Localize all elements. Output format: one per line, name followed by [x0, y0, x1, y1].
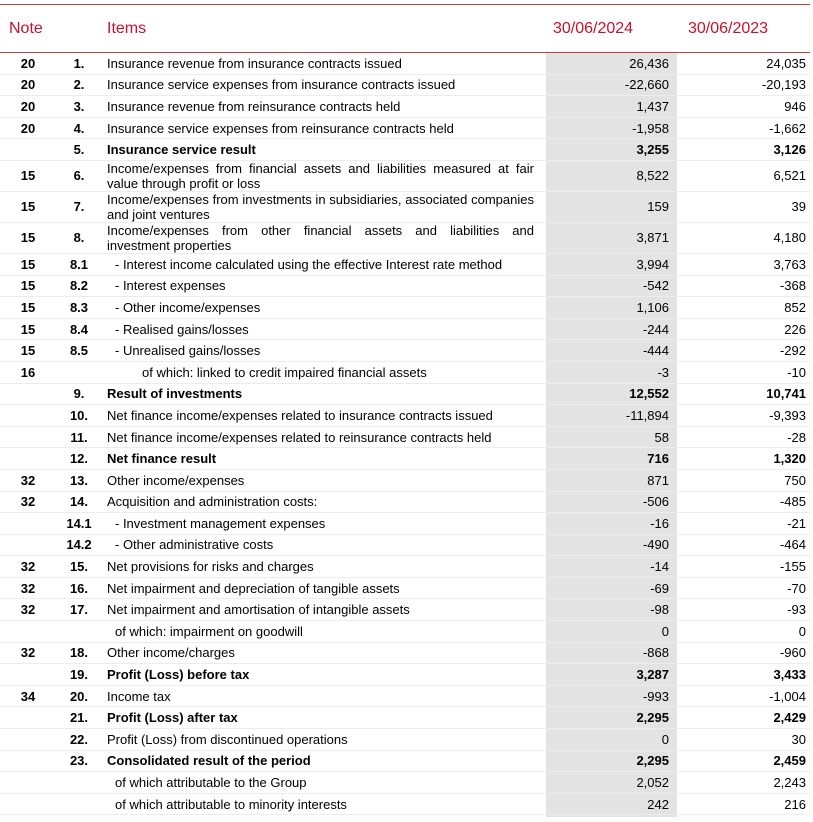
table-row: [0, 191, 810, 222]
table-row: [0, 750, 810, 772]
row-number: 18.: [56, 642, 102, 664]
row-item: Income/expenses from investments in subsidiaries, associated companies and joint ventures: [102, 191, 544, 222]
row-item: of which attributable to the Group: [102, 772, 544, 794]
row-item: Other income/charges: [102, 642, 544, 664]
row-value-2023: -28: [677, 426, 810, 448]
row-note: [0, 707, 56, 729]
row-value-2024: -506: [544, 491, 677, 513]
row-value-2023: 24,035: [677, 53, 810, 75]
table-row: [0, 534, 810, 556]
row-value-2023: -1,004: [677, 685, 810, 707]
row-value-2023: -70: [677, 577, 810, 599]
table-row: [0, 556, 810, 578]
table-row: [0, 297, 810, 319]
row-note: [0, 750, 56, 772]
table-row: [0, 772, 810, 794]
row-item: Income/expenses from financial assets and liabilities measured at fair value through profit or loss: [102, 160, 544, 191]
row-value-2023: -155: [677, 556, 810, 578]
row-item: of which: impairment on goodwill: [102, 621, 544, 643]
row-value-2023: -485: [677, 491, 810, 513]
row-number: 17.: [56, 599, 102, 621]
row-note: [0, 405, 56, 427]
row-value-2024: 0: [544, 621, 677, 643]
row-note: 15: [0, 340, 56, 362]
row-value-2024: -490: [544, 534, 677, 556]
row-note: 15: [0, 160, 56, 191]
row-item: Net finance income/expenses related to insurance contracts issued: [102, 405, 544, 427]
row-item: - Interest income calculated using the effective Interest rate method: [102, 253, 544, 275]
row-value-2023: -10: [677, 361, 810, 383]
table-row: [0, 340, 810, 362]
row-value-2023: 2,459: [677, 750, 810, 772]
row-value-2024: 8,522: [544, 160, 677, 191]
row-number: 12.: [56, 448, 102, 470]
header-note: Note: [9, 19, 43, 37]
table-row: [0, 793, 810, 815]
row-value-2024: 12,552: [544, 383, 677, 405]
table-row: [0, 685, 810, 707]
row-item: Net finance result: [102, 448, 544, 470]
row-value-2024: -244: [544, 318, 677, 340]
table-row: [0, 642, 810, 664]
row-number: [56, 772, 102, 794]
row-note: [0, 664, 56, 686]
header-period-2023: 30/06/2023: [688, 19, 769, 37]
table-row: [0, 405, 810, 427]
row-note: [0, 139, 56, 161]
table-row: [0, 139, 810, 161]
row-number: 8.4: [56, 318, 102, 340]
row-item: Result of investments: [102, 383, 544, 405]
row-number: 11.: [56, 426, 102, 448]
row-item: Insurance revenue from insurance contracts issued: [102, 53, 544, 75]
row-item: - Interest expenses: [102, 275, 544, 297]
row-value-2023: -368: [677, 275, 810, 297]
table-row: [0, 361, 810, 383]
row-note: [0, 621, 56, 643]
row-item: Acquisition and administration costs:: [102, 491, 544, 513]
row-value-2024: -69: [544, 577, 677, 599]
table-row: [0, 491, 810, 513]
row-value-2023: 39: [677, 191, 810, 222]
header-period-2024: 30/06/2024: [553, 19, 634, 37]
row-value-2024: 716: [544, 448, 677, 470]
row-note: 15: [0, 191, 56, 222]
row-number: [56, 361, 102, 383]
row-note: 32: [0, 642, 56, 664]
row-number: 5.: [56, 139, 102, 161]
row-value-2024: 2,295: [544, 707, 677, 729]
row-number: 6.: [56, 160, 102, 191]
row-value-2024: 3,255: [544, 139, 677, 161]
row-value-2023: 2,429: [677, 707, 810, 729]
row-value-2023: 946: [677, 96, 810, 118]
row-item: Insurance revenue from reinsurance contracts held: [102, 96, 544, 118]
row-value-2023: 3,763: [677, 253, 810, 275]
row-item: - Investment management expenses: [102, 513, 544, 535]
row-item: - Other income/expenses: [102, 297, 544, 319]
row-value-2024: 26,436: [544, 53, 677, 75]
table-row: [0, 448, 810, 470]
row-note: 32: [0, 577, 56, 599]
row-value-2023: 226: [677, 318, 810, 340]
row-note: 20: [0, 53, 56, 75]
row-number: 3.: [56, 96, 102, 118]
row-number: 4.: [56, 117, 102, 139]
row-number: 13.: [56, 469, 102, 491]
header-items: Items: [107, 19, 147, 37]
row-value-2023: 3,433: [677, 664, 810, 686]
row-number: 20.: [56, 685, 102, 707]
row-note: [0, 513, 56, 535]
table-row: [0, 222, 810, 253]
row-value-2024: -98: [544, 599, 677, 621]
row-note: [0, 534, 56, 556]
row-value-2023: 4,180: [677, 222, 810, 253]
row-note: 32: [0, 469, 56, 491]
table-header-row: [0, 5, 810, 53]
row-number: 8.: [56, 222, 102, 253]
row-note: [0, 383, 56, 405]
table-row: [0, 707, 810, 729]
row-note: 15: [0, 222, 56, 253]
row-item: of which: linked to credit impaired financial assets: [102, 361, 544, 383]
row-number: 14.1: [56, 513, 102, 535]
row-value-2024: -444: [544, 340, 677, 362]
table-row: [0, 253, 810, 275]
header-number: [56, 5, 102, 53]
table-row: [0, 160, 810, 191]
row-item: Net impairment and depreciation of tangible assets: [102, 577, 544, 599]
row-item: Other income/expenses: [102, 469, 544, 491]
row-number: [56, 793, 102, 815]
row-value-2023: -21: [677, 513, 810, 535]
row-note: 15: [0, 297, 56, 319]
row-value-2023: -960: [677, 642, 810, 664]
row-value-2024: 58: [544, 426, 677, 448]
row-item: - Unrealised gains/losses: [102, 340, 544, 362]
table-row: [0, 117, 810, 139]
row-note: 20: [0, 96, 56, 118]
row-note: [0, 448, 56, 470]
row-note: [0, 793, 56, 815]
row-value-2023: 1,320: [677, 448, 810, 470]
row-value-2023: -20,193: [677, 74, 810, 96]
row-number: 7.: [56, 191, 102, 222]
row-value-2023: 852: [677, 297, 810, 319]
row-item: Net finance income/expenses related to reinsurance contracts held: [102, 426, 544, 448]
row-item: Insurance service expenses from reinsurance contracts held: [102, 117, 544, 139]
row-value-2024: -11,894: [544, 405, 677, 427]
table-row: [0, 621, 810, 643]
table-row: [0, 74, 810, 96]
table-row: [0, 96, 810, 118]
row-value-2023: 2,243: [677, 772, 810, 794]
row-item: of which attributable to minority interests: [102, 793, 544, 815]
table-row: [0, 729, 810, 751]
row-value-2023: -1,662: [677, 117, 810, 139]
row-value-2024: -1,958: [544, 117, 677, 139]
row-number: 8.1: [56, 253, 102, 275]
row-value-2023: 30: [677, 729, 810, 751]
row-value-2024: -22,660: [544, 74, 677, 96]
row-value-2024: 3,871: [544, 222, 677, 253]
row-number: 9.: [56, 383, 102, 405]
row-number: 10.: [56, 405, 102, 427]
table-row: [0, 599, 810, 621]
row-note: 15: [0, 318, 56, 340]
row-value-2024: 2,052: [544, 772, 677, 794]
row-value-2023: -9,393: [677, 405, 810, 427]
row-value-2023: -93: [677, 599, 810, 621]
table-row: [0, 664, 810, 686]
row-note: 32: [0, 556, 56, 578]
row-value-2024: 0: [544, 729, 677, 751]
row-item: - Realised gains/losses: [102, 318, 544, 340]
row-number: [56, 621, 102, 643]
row-note: 15: [0, 253, 56, 275]
row-value-2024: 3,287: [544, 664, 677, 686]
row-value-2023: 10,741: [677, 383, 810, 405]
row-number: 15.: [56, 556, 102, 578]
row-value-2024: -16: [544, 513, 677, 535]
income-statement-table: [0, 4, 810, 815]
row-item: Profit (Loss) after tax: [102, 707, 544, 729]
row-item: Income/expenses from other financial assets and liabilities and investment properties: [102, 222, 544, 253]
table-row: [0, 275, 810, 297]
row-note: 32: [0, 599, 56, 621]
row-note: 34: [0, 685, 56, 707]
row-item: Insurance service expenses from insurance contracts issued: [102, 74, 544, 96]
row-item: Net provisions for risks and charges: [102, 556, 544, 578]
row-value-2024: 3,994: [544, 253, 677, 275]
row-value-2024: 159: [544, 191, 677, 222]
row-item: Profit (Loss) before tax: [102, 664, 544, 686]
row-note: [0, 772, 56, 794]
row-note: [0, 729, 56, 751]
row-item: - Other administrative costs: [102, 534, 544, 556]
row-item: Consolidated result of the period: [102, 750, 544, 772]
row-value-2023: -292: [677, 340, 810, 362]
row-value-2024: -868: [544, 642, 677, 664]
row-number: 8.3: [56, 297, 102, 319]
table-row: [0, 383, 810, 405]
row-number: 2.: [56, 74, 102, 96]
row-value-2024: -14: [544, 556, 677, 578]
row-value-2024: 242: [544, 793, 677, 815]
row-note: 20: [0, 74, 56, 96]
row-value-2023: 3,126: [677, 139, 810, 161]
table-row: [0, 53, 810, 75]
row-number: 14.: [56, 491, 102, 513]
row-note: 32: [0, 491, 56, 513]
table-row: [0, 318, 810, 340]
row-number: 21.: [56, 707, 102, 729]
row-item: Insurance service result: [102, 139, 544, 161]
table-row: [0, 513, 810, 535]
table-row: [0, 577, 810, 599]
row-number: 22.: [56, 729, 102, 751]
row-value-2024: 871: [544, 469, 677, 491]
row-number: 19.: [56, 664, 102, 686]
row-value-2024: -3: [544, 361, 677, 383]
row-value-2024: 1,437: [544, 96, 677, 118]
row-value-2024: 2,295: [544, 750, 677, 772]
row-note: [0, 426, 56, 448]
row-value-2023: 0: [677, 621, 810, 643]
row-note: 15: [0, 275, 56, 297]
row-number: 14.2: [56, 534, 102, 556]
row-value-2024: 1,106: [544, 297, 677, 319]
row-item: Net impairment and amortisation of intangible assets: [102, 599, 544, 621]
row-number: 1.: [56, 53, 102, 75]
row-number: 23.: [56, 750, 102, 772]
row-item: Income tax: [102, 685, 544, 707]
row-value-2023: -464: [677, 534, 810, 556]
row-value-2023: 216: [677, 793, 810, 815]
table-row: [0, 426, 810, 448]
table-row: [0, 469, 810, 491]
row-value-2024: -993: [544, 685, 677, 707]
row-note: 20: [0, 117, 56, 139]
row-number: 16.: [56, 577, 102, 599]
row-number: 8.5: [56, 340, 102, 362]
row-item: Profit (Loss) from discontinued operations: [102, 729, 544, 751]
row-value-2023: 750: [677, 469, 810, 491]
row-value-2023: 6,521: [677, 160, 810, 191]
row-note: 16: [0, 361, 56, 383]
row-value-2024: -542: [544, 275, 677, 297]
row-number: 8.2: [56, 275, 102, 297]
